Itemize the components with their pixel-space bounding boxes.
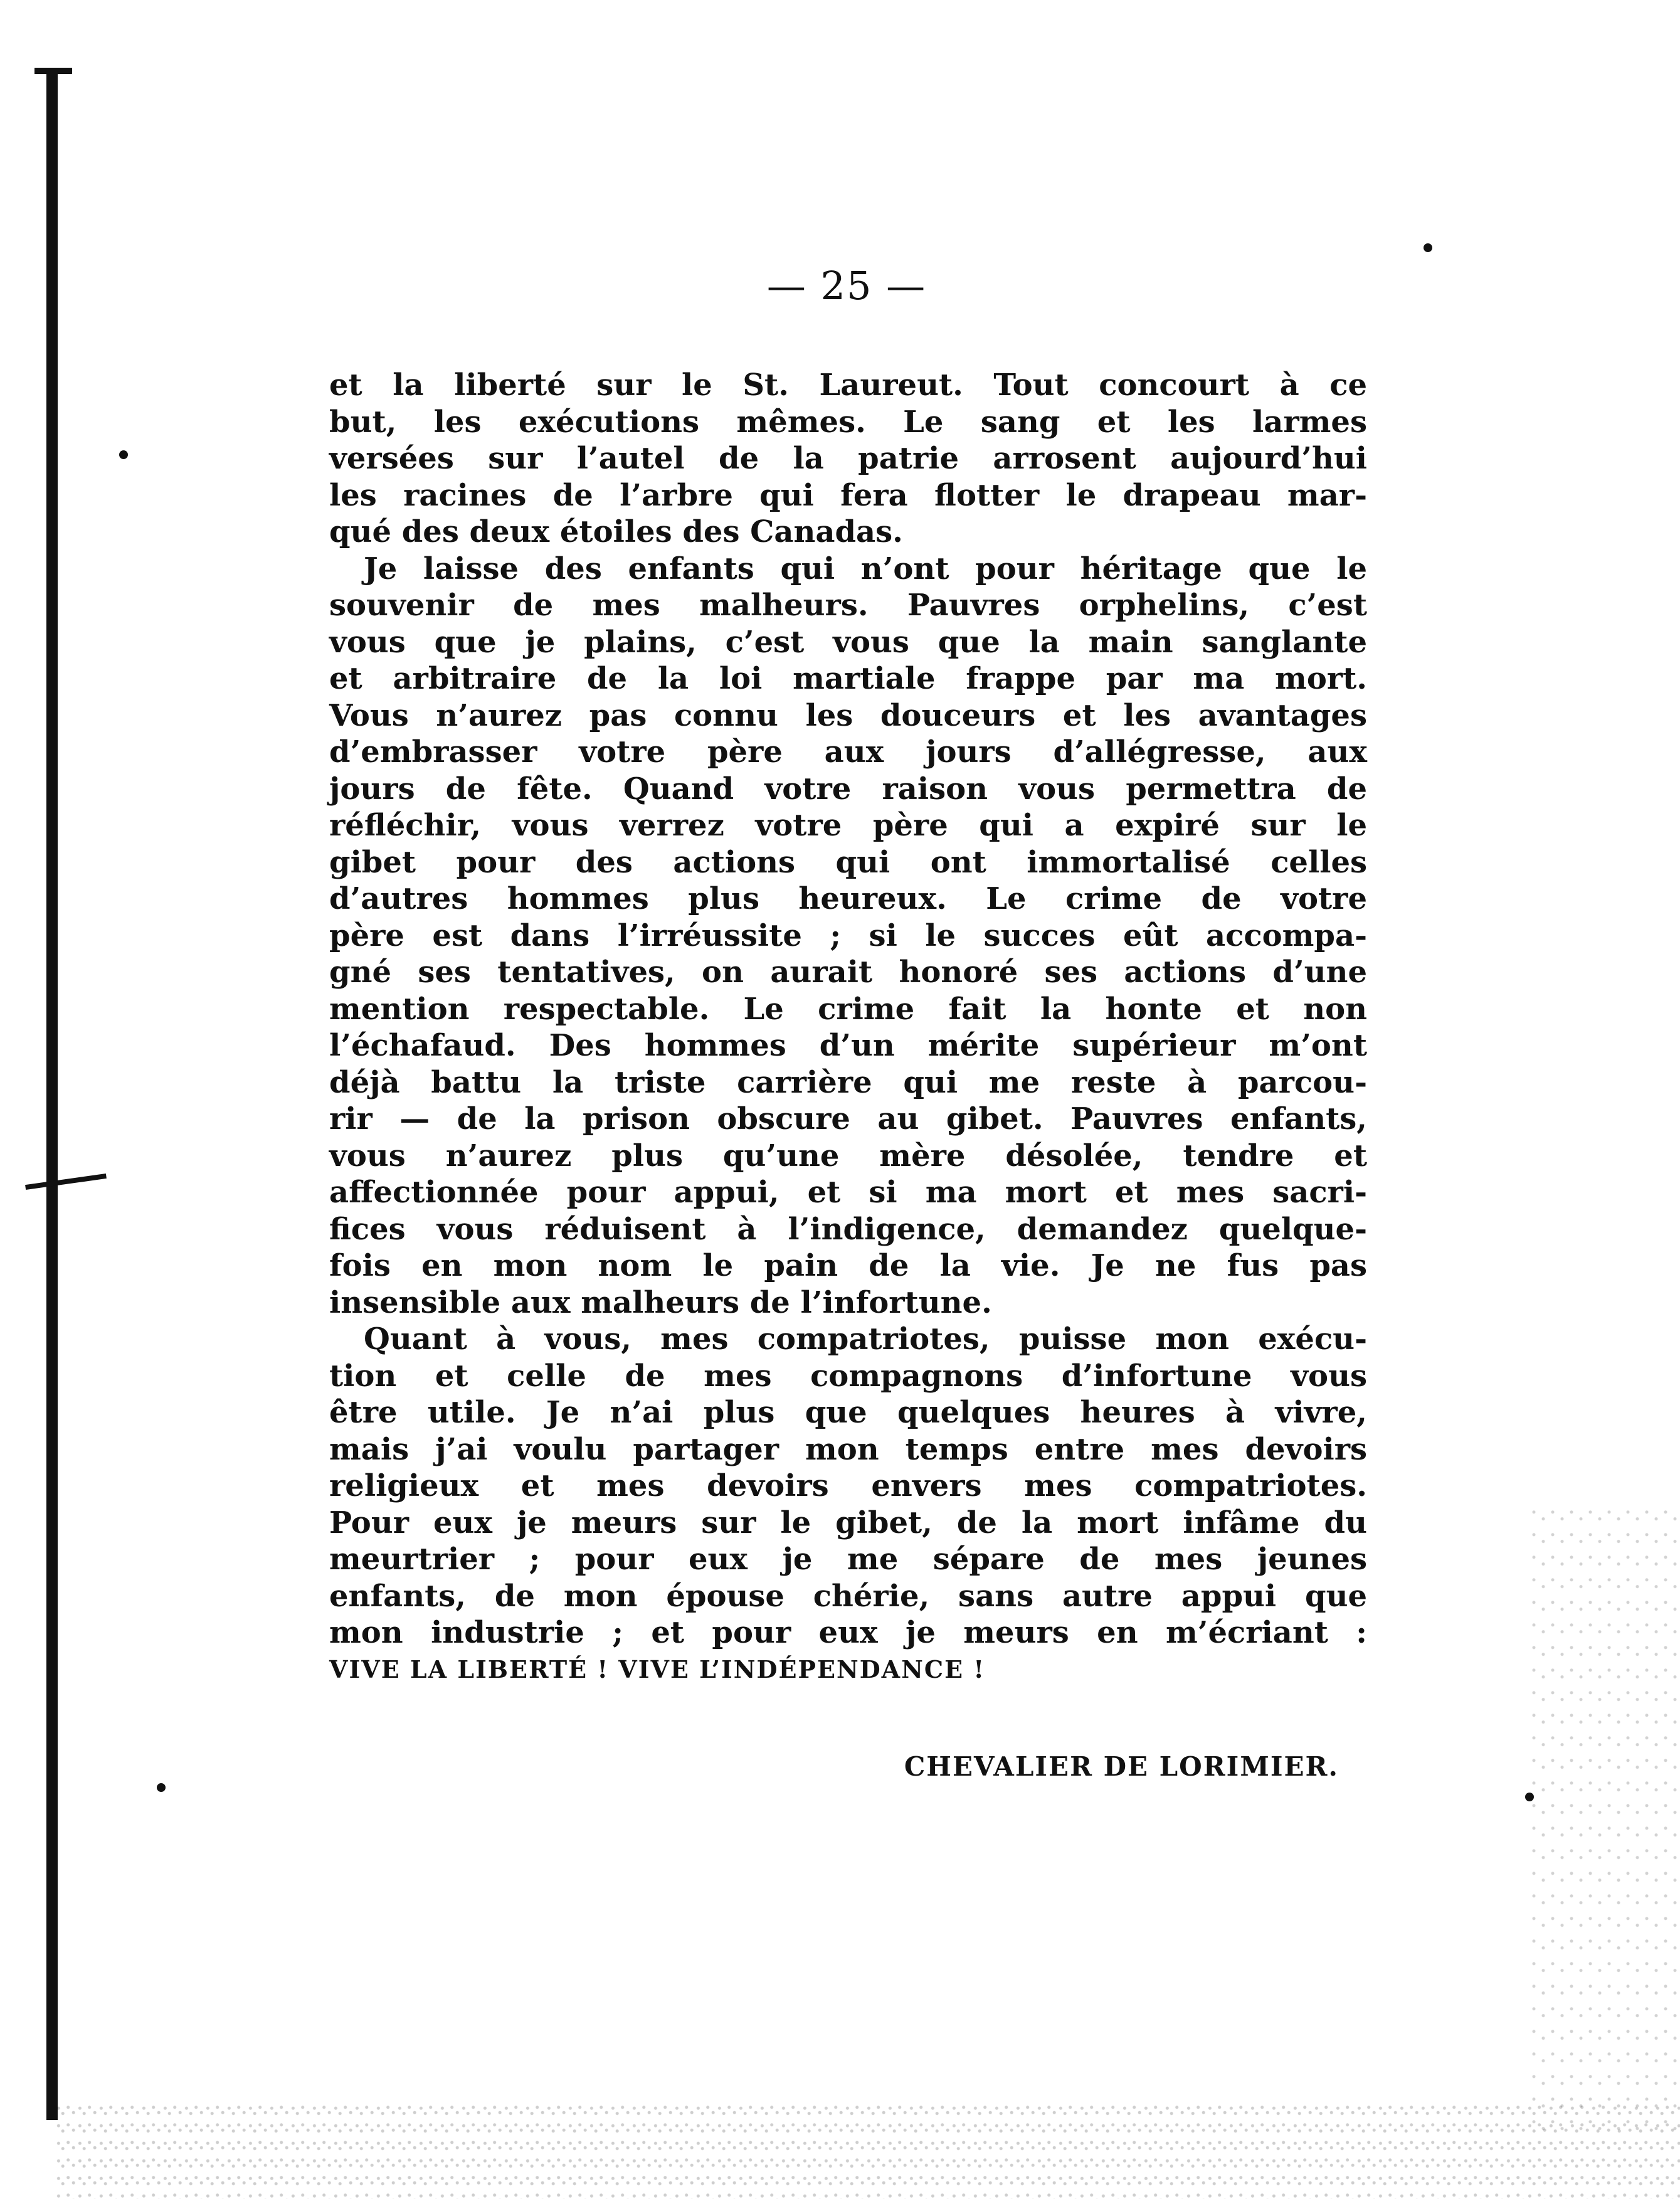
text-line: réfléchir, vous verrez votre père qui a expiré sur le xyxy=(329,808,1367,843)
text-line: l’échafaud. Des hommes d’un mérite supérieur m’ont xyxy=(329,1028,1367,1063)
text-line: d’embrasser votre père aux jours d’allégresse, aux xyxy=(329,734,1367,770)
text-line: mais j’ai voulu partager mon temps entre mes devoirs xyxy=(329,1431,1367,1467)
text-line: fices vous réduisent à l’indigence, demandez quelque- xyxy=(329,1211,1367,1247)
text-line: enfants, de mon épouse chérie, sans autre appui que xyxy=(329,1578,1367,1614)
text-line: d’autres hommes plus heureux. Le crime de votre xyxy=(329,881,1367,916)
scan-noise-bottom xyxy=(56,2101,1680,2199)
binding-edge xyxy=(46,69,58,2120)
text-line: Quant à vous, mes compatriotes, puisse mon exécu- xyxy=(364,1322,1367,1357)
signature: CHEVALIER DE LORIMIER. xyxy=(904,1751,1339,1782)
scan-noise-right xyxy=(1530,1505,1680,2133)
text-line: rir — de la prison obscure au gibet. Pauvres enfants, xyxy=(329,1101,1367,1137)
text-line: but, les exécutions mêmes. Le sang et les larmes xyxy=(329,404,1367,440)
ink-speck xyxy=(1424,243,1432,252)
text-line: vous que je plains, c’est vous que la main sanglante xyxy=(329,624,1367,660)
text-line: versées sur l’autel de la patrie arrosent aujourd’hui xyxy=(329,441,1367,476)
text-line: mention respectable. Le crime fait la honte et non xyxy=(329,991,1367,1027)
text-line: meurtrier ; pour eux je me sépare de mes jeunes xyxy=(329,1542,1367,1577)
text-line: vous n’aurez plus qu’une mère désolée, tendre et xyxy=(329,1138,1367,1174)
letter-text xyxy=(329,367,1367,1688)
text-line: être utile. Je n’ai plus que quelques heures à vivre, xyxy=(329,1395,1367,1430)
text-line: qué des deux étoiles des Canadas. xyxy=(329,514,903,549)
text-line: insensible aux malheurs de l’infortune. xyxy=(329,1285,992,1320)
text-line: jours de fête. Quand votre raison vous permettra de xyxy=(329,771,1367,807)
text-line: fois en mon nom le pain de la vie. Je ne fus pas xyxy=(329,1248,1367,1283)
text-line: père est dans l’irréussite ; si le succes eût accompa- xyxy=(329,918,1367,953)
ink-speck xyxy=(157,1783,166,1792)
text-line: et la liberté sur le St. Laureut. Tout concourt à ce xyxy=(329,368,1367,403)
text-line: gné ses tentatives, on aurait honoré ses actions d’une xyxy=(329,955,1367,990)
page-number: — 25 — xyxy=(766,263,927,309)
text-line: mon industrie ; et pour eux je meurs en m’écriant : xyxy=(329,1615,1367,1650)
text-line: souvenir de mes malheurs. Pauvres orphelins, c’est xyxy=(329,588,1367,623)
text-line: les racines de l’arbre qui fera flotter le drapeau mar- xyxy=(329,477,1367,513)
text-line: déjà battu la triste carrière qui me reste à parcou- xyxy=(329,1064,1367,1100)
text-line: Vous n’aurez pas connu les douceurs et les avantages xyxy=(329,697,1367,733)
text-line: tion et celle de mes compagnons d’infortune vous xyxy=(329,1358,1367,1394)
text-line: Pour eux je meurs sur le gibet, de la mort infâme du xyxy=(329,1505,1367,1540)
text-line: affectionnée pour appui, et si ma mort et mes sacri- xyxy=(329,1175,1367,1210)
text-line: Je laisse des enfants qui n’ont pour héritage que le xyxy=(364,551,1367,586)
text-line: VIVE LA LIBERTÉ ! VIVE L’INDÉPENDANCE ! xyxy=(329,1655,985,1683)
text-line: et arbitraire de la loi martiale frappe par ma mort. xyxy=(329,661,1367,696)
text-line: religieux et mes devoirs envers mes compatriotes. xyxy=(329,1468,1367,1503)
binding-notch xyxy=(25,1174,107,1190)
text-line: gibet pour des actions qui ont immortalisé celles xyxy=(329,844,1367,880)
ink-speck xyxy=(119,450,128,459)
